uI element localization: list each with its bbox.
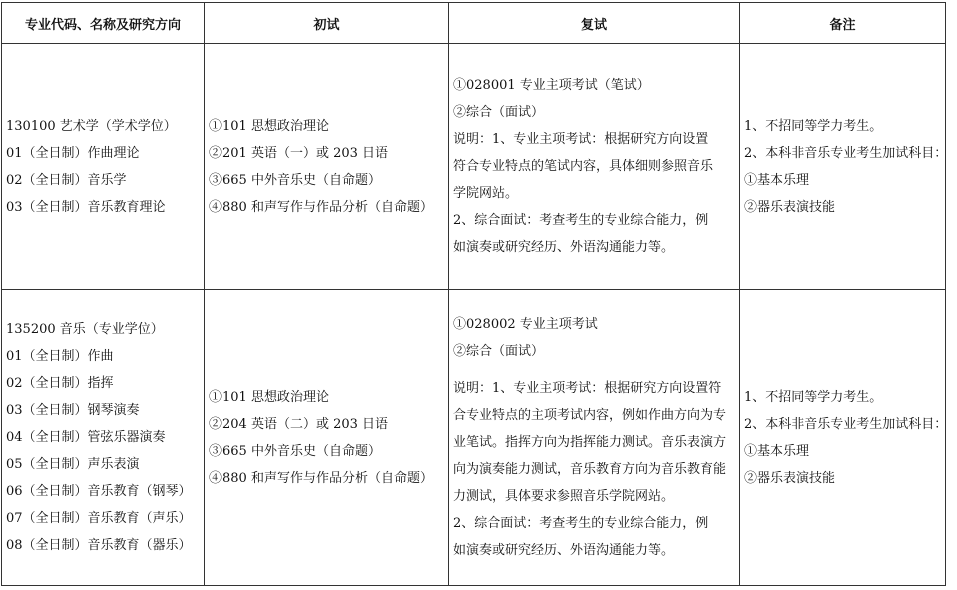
program-line: 135200 音乐（专业学位） — [6, 322, 164, 337]
header-notes: 备注 — [740, 3, 946, 44]
retest-note-line: 2、综合面试：考查考生的专业综合能力，例 — [453, 213, 709, 228]
exam-subject: ③665 中外音乐史（自命题） — [209, 443, 381, 459]
table-row — [2, 290, 946, 586]
retest-note-line: 说明：1、专业主项考试：根据研究方向设置符 — [453, 381, 722, 396]
program-cell — [2, 290, 205, 586]
program-line: 03（全日制）钢琴演奏 — [6, 403, 140, 418]
exam-subject: ②201 英语（一）或 203 日语 — [209, 145, 389, 161]
retest-item: ②综合（面试） — [453, 105, 545, 120]
table-row — [2, 44, 946, 290]
notes-cell — [740, 290, 946, 586]
program-line: 130100 艺术学（学术学位） — [6, 118, 177, 134]
retest-cell — [449, 290, 740, 586]
initial-exam-cell — [205, 290, 449, 586]
note-line: 2、本科非音乐专业考生加试科目： — [744, 416, 948, 432]
initial-exam-cell — [205, 44, 449, 290]
exam-subject: ③665 中外音乐史（自命题） — [209, 172, 381, 188]
exam-subject: ②204 英语（二）或 203 日语 — [209, 416, 389, 432]
program-cell — [2, 44, 205, 290]
header-retest: 复试 — [449, 3, 740, 44]
retest-note-line: 如演奏或研究经历、外语沟通能力等。 — [453, 543, 675, 558]
note-line: ①基本乐理 — [744, 172, 810, 188]
retest-note-line: 符合专业特点的笔试内容，具体细则参照音乐 — [453, 159, 714, 174]
retest-note-line: 合专业特点的主项考试内容，例如作曲方向为专 — [453, 408, 727, 423]
exam-subject: ①101 思想政治理论 — [209, 118, 329, 134]
retest-item: ①028002 专业主项考试 — [453, 317, 598, 332]
retest-item: ①028001 专业主项考试（笔试） — [453, 78, 650, 93]
note-line: 2、本科非音乐专业考生加试科目： — [744, 145, 948, 161]
program-line: 03（全日制）音乐教育理论 — [6, 199, 166, 215]
retest-note-line: 力测试，具体要求参照音乐学院网站。 — [453, 489, 675, 504]
program-line: 02（全日制）指挥 — [6, 376, 114, 391]
program-line: 01（全日制）作曲 — [6, 349, 114, 364]
note-line: 1、不招同等学力考生。 — [744, 389, 883, 405]
program-line: 02（全日制）音乐学 — [6, 172, 127, 188]
header-row — [2, 3, 946, 44]
note-line: ②器乐表演技能 — [744, 470, 836, 486]
note-line: ①基本乐理 — [744, 443, 810, 459]
retest-note-line: 向为演奏能力测试，音乐教育方向为音乐教育能 — [453, 462, 727, 477]
retest-cell — [449, 44, 740, 290]
program-line: 01（全日制）作曲理论 — [6, 145, 140, 161]
retest-note-line: 如演奏或研究经历、外语沟通能力等。 — [453, 240, 675, 255]
program-line: 06（全日制）音乐教育（钢琴） — [6, 484, 192, 499]
note-line: 1、不招同等学力考生。 — [744, 118, 883, 134]
retest-note-line: 说明：1、专业主项考试：根据研究方向设置 — [453, 132, 709, 147]
notes-cell — [740, 44, 946, 290]
exam-subject: ①101 思想政治理论 — [209, 389, 329, 405]
admissions-table — [1, 2, 946, 586]
retest-note-line: 2、综合面试：考查考生的专业综合能力，例 — [453, 516, 709, 531]
header-program: 专业代码、名称及研究方向 — [2, 3, 205, 44]
note-line: ②器乐表演技能 — [744, 199, 836, 215]
program-line: 07（全日制）音乐教育（声乐） — [6, 511, 192, 526]
retest-note-line: 业笔试。指挥方向为指挥能力测试。音乐表演方 — [453, 435, 727, 450]
program-line: 08（全日制）音乐教育（器乐） — [6, 538, 192, 553]
exam-subject: ④880 和声写作与作品分析（自命题） — [209, 470, 433, 486]
retest-item: ②综合（面试） — [453, 344, 545, 359]
header-initial: 初试 — [205, 3, 449, 44]
program-line: 04（全日制）管弦乐器演奏 — [6, 430, 166, 445]
program-line: 05（全日制）声乐表演 — [6, 457, 140, 472]
exam-subject: ④880 和声写作与作品分析（自命题） — [209, 199, 433, 215]
retest-note-line: 学院网站。 — [453, 186, 519, 201]
